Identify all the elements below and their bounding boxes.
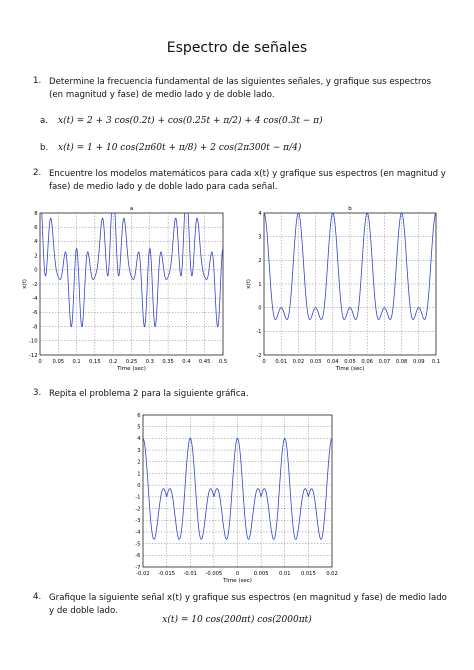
x-tick-label: 0.07 — [378, 359, 391, 365]
problem-3-number: 3. — [33, 388, 42, 398]
y-tick-label: 6 — [34, 225, 38, 231]
x-tick-label: 0.02 — [326, 571, 338, 577]
problem-4-number: 4. — [33, 592, 42, 602]
x-tick-label: 0.1 — [72, 359, 81, 365]
x-tick-label: 0.04 — [327, 359, 339, 365]
x-tick-label: 0 — [38, 359, 42, 365]
y-tick-label: 5 — [137, 424, 141, 431]
x-axis-label: Time (sec) — [117, 366, 146, 372]
x-tick-label: 0.005 — [253, 571, 269, 577]
x-tick-label: 0.015 — [300, 571, 316, 577]
x-tick-label: 0.05 — [52, 359, 65, 365]
y-tick-label: -3 — [135, 518, 141, 525]
problem-2-text: Encuentre los modelos matemáticos para cada x(t) y grafique sus espectros (en magnitud y fase) de medio lado y de doble lado para cada señal. — [49, 169, 446, 192]
y-tick-label: -5 — [135, 541, 141, 548]
x-tick-label: 0.09 — [413, 359, 425, 365]
x-tick-label: 0.01 — [278, 571, 291, 577]
y-tick-label: 4 — [258, 210, 262, 217]
problem-1-number: 1. — [33, 76, 42, 86]
x-tick-label: 0.3 — [145, 359, 154, 365]
chart-title: a — [129, 206, 134, 212]
y-tick-label: 0 — [34, 267, 38, 274]
y-axis-label: x(t) — [22, 279, 28, 289]
y-tick-label: 2 — [137, 459, 141, 466]
y-tick-label: -8 — [32, 324, 38, 331]
x-tick-label: 0.05 — [344, 359, 356, 365]
y-tick-label: 6 — [137, 412, 141, 419]
y-tick-label: 0 — [137, 482, 141, 489]
x-tick-label: 0 — [262, 359, 266, 365]
y-tick-label: -4 — [135, 529, 141, 536]
equation-p4: x(t) = 10 cos(200πt) cos(2000πt) — [162, 615, 312, 625]
x-tick-label: 0.35 — [162, 359, 174, 365]
problem-2-number: 2. — [33, 168, 42, 178]
x-tick-label: 0.45 — [198, 359, 211, 365]
x-axis-label: Time (sec) — [335, 366, 365, 372]
y-tick-label: 3 — [137, 447, 141, 454]
x-tick-label: 0 — [235, 571, 240, 577]
y-tick-label: 4 — [34, 239, 38, 246]
x-tick-label: 0.01 — [275, 359, 287, 365]
y-tick-label: -10 — [29, 338, 38, 345]
x-tick-label: 0.2 — [109, 359, 118, 365]
x-tick-label: -0.015 — [158, 571, 175, 577]
y-tick-label: -2 — [256, 352, 262, 359]
equation-b: x(t) = 1 + 10 cos(2π60t + π/8) + 2 cos(2π300t − π/4) — [58, 143, 302, 153]
y-tick-label: -12 — [29, 352, 38, 359]
x-tick-label: -0.01 — [183, 571, 197, 577]
x-tick-label: 0.08 — [395, 359, 408, 365]
problem-3-text: Repita el problema 2 para la siguiente gráfica. — [49, 389, 249, 399]
problem-1-text: Determine la frecuencia fundamental de las siguientes señales, y grafique sus espectros (en magnitud y fase) de medio lado y de doble lado. — [49, 77, 432, 100]
y-tick-label: -1 — [256, 329, 262, 336]
x-tick-label: 0.02 — [292, 359, 305, 365]
x-tick-label: 0.25 — [125, 359, 138, 365]
equation-b-label: b. — [40, 143, 49, 153]
y-tick-label: -7 — [135, 564, 141, 571]
chart-title: b — [348, 206, 352, 212]
y-tick-label: 3 — [258, 234, 262, 241]
y-tick-label: 2 — [34, 253, 38, 260]
x-tick-label: 0.15 — [89, 359, 101, 365]
x-tick-label: 0.5 — [218, 359, 228, 365]
x-tick-label: 0.4 — [182, 359, 191, 365]
y-tick-label: 1 — [137, 471, 141, 478]
x-tick-label: 0.1 — [431, 359, 441, 365]
x-tick-label: 0.03 — [309, 359, 322, 365]
x-tick-label: -0.02 — [136, 571, 150, 577]
y-tick-label: -2 — [135, 506, 141, 513]
y-axis-label: x(t) — [246, 279, 252, 289]
y-tick-label: 8 — [34, 210, 38, 217]
problem-4-text: Grafique la siguiente señal x(t) y grafique sus espectros (en magnitud y fase) de medio lado y de doble lado. — [49, 593, 447, 616]
x-tick-label: 0.06 — [361, 359, 373, 365]
y-tick-label: -6 — [32, 310, 38, 317]
y-tick-label: 2 — [258, 258, 262, 265]
y-tick-label: 4 — [137, 436, 141, 443]
page-title: Espectro de señales — [166, 40, 308, 56]
y-tick-label: -4 — [32, 296, 38, 302]
y-tick-label: -2 — [32, 281, 38, 288]
y-tick-label: 1 — [258, 281, 262, 288]
y-tick-label: -1 — [135, 494, 141, 501]
y-tick-label: -6 — [135, 553, 141, 560]
equation-a: x(t) = 2 + 3 cos(0.2t) + cos(0.25t + π/2) + 4 cos(0.3t − π) — [58, 116, 323, 126]
y-tick-label: 0 — [258, 305, 262, 312]
x-axis-label: Time (sec) — [223, 578, 252, 584]
equation-a-label: a. — [40, 116, 48, 126]
x-tick-label: -0.005 — [205, 571, 223, 577]
